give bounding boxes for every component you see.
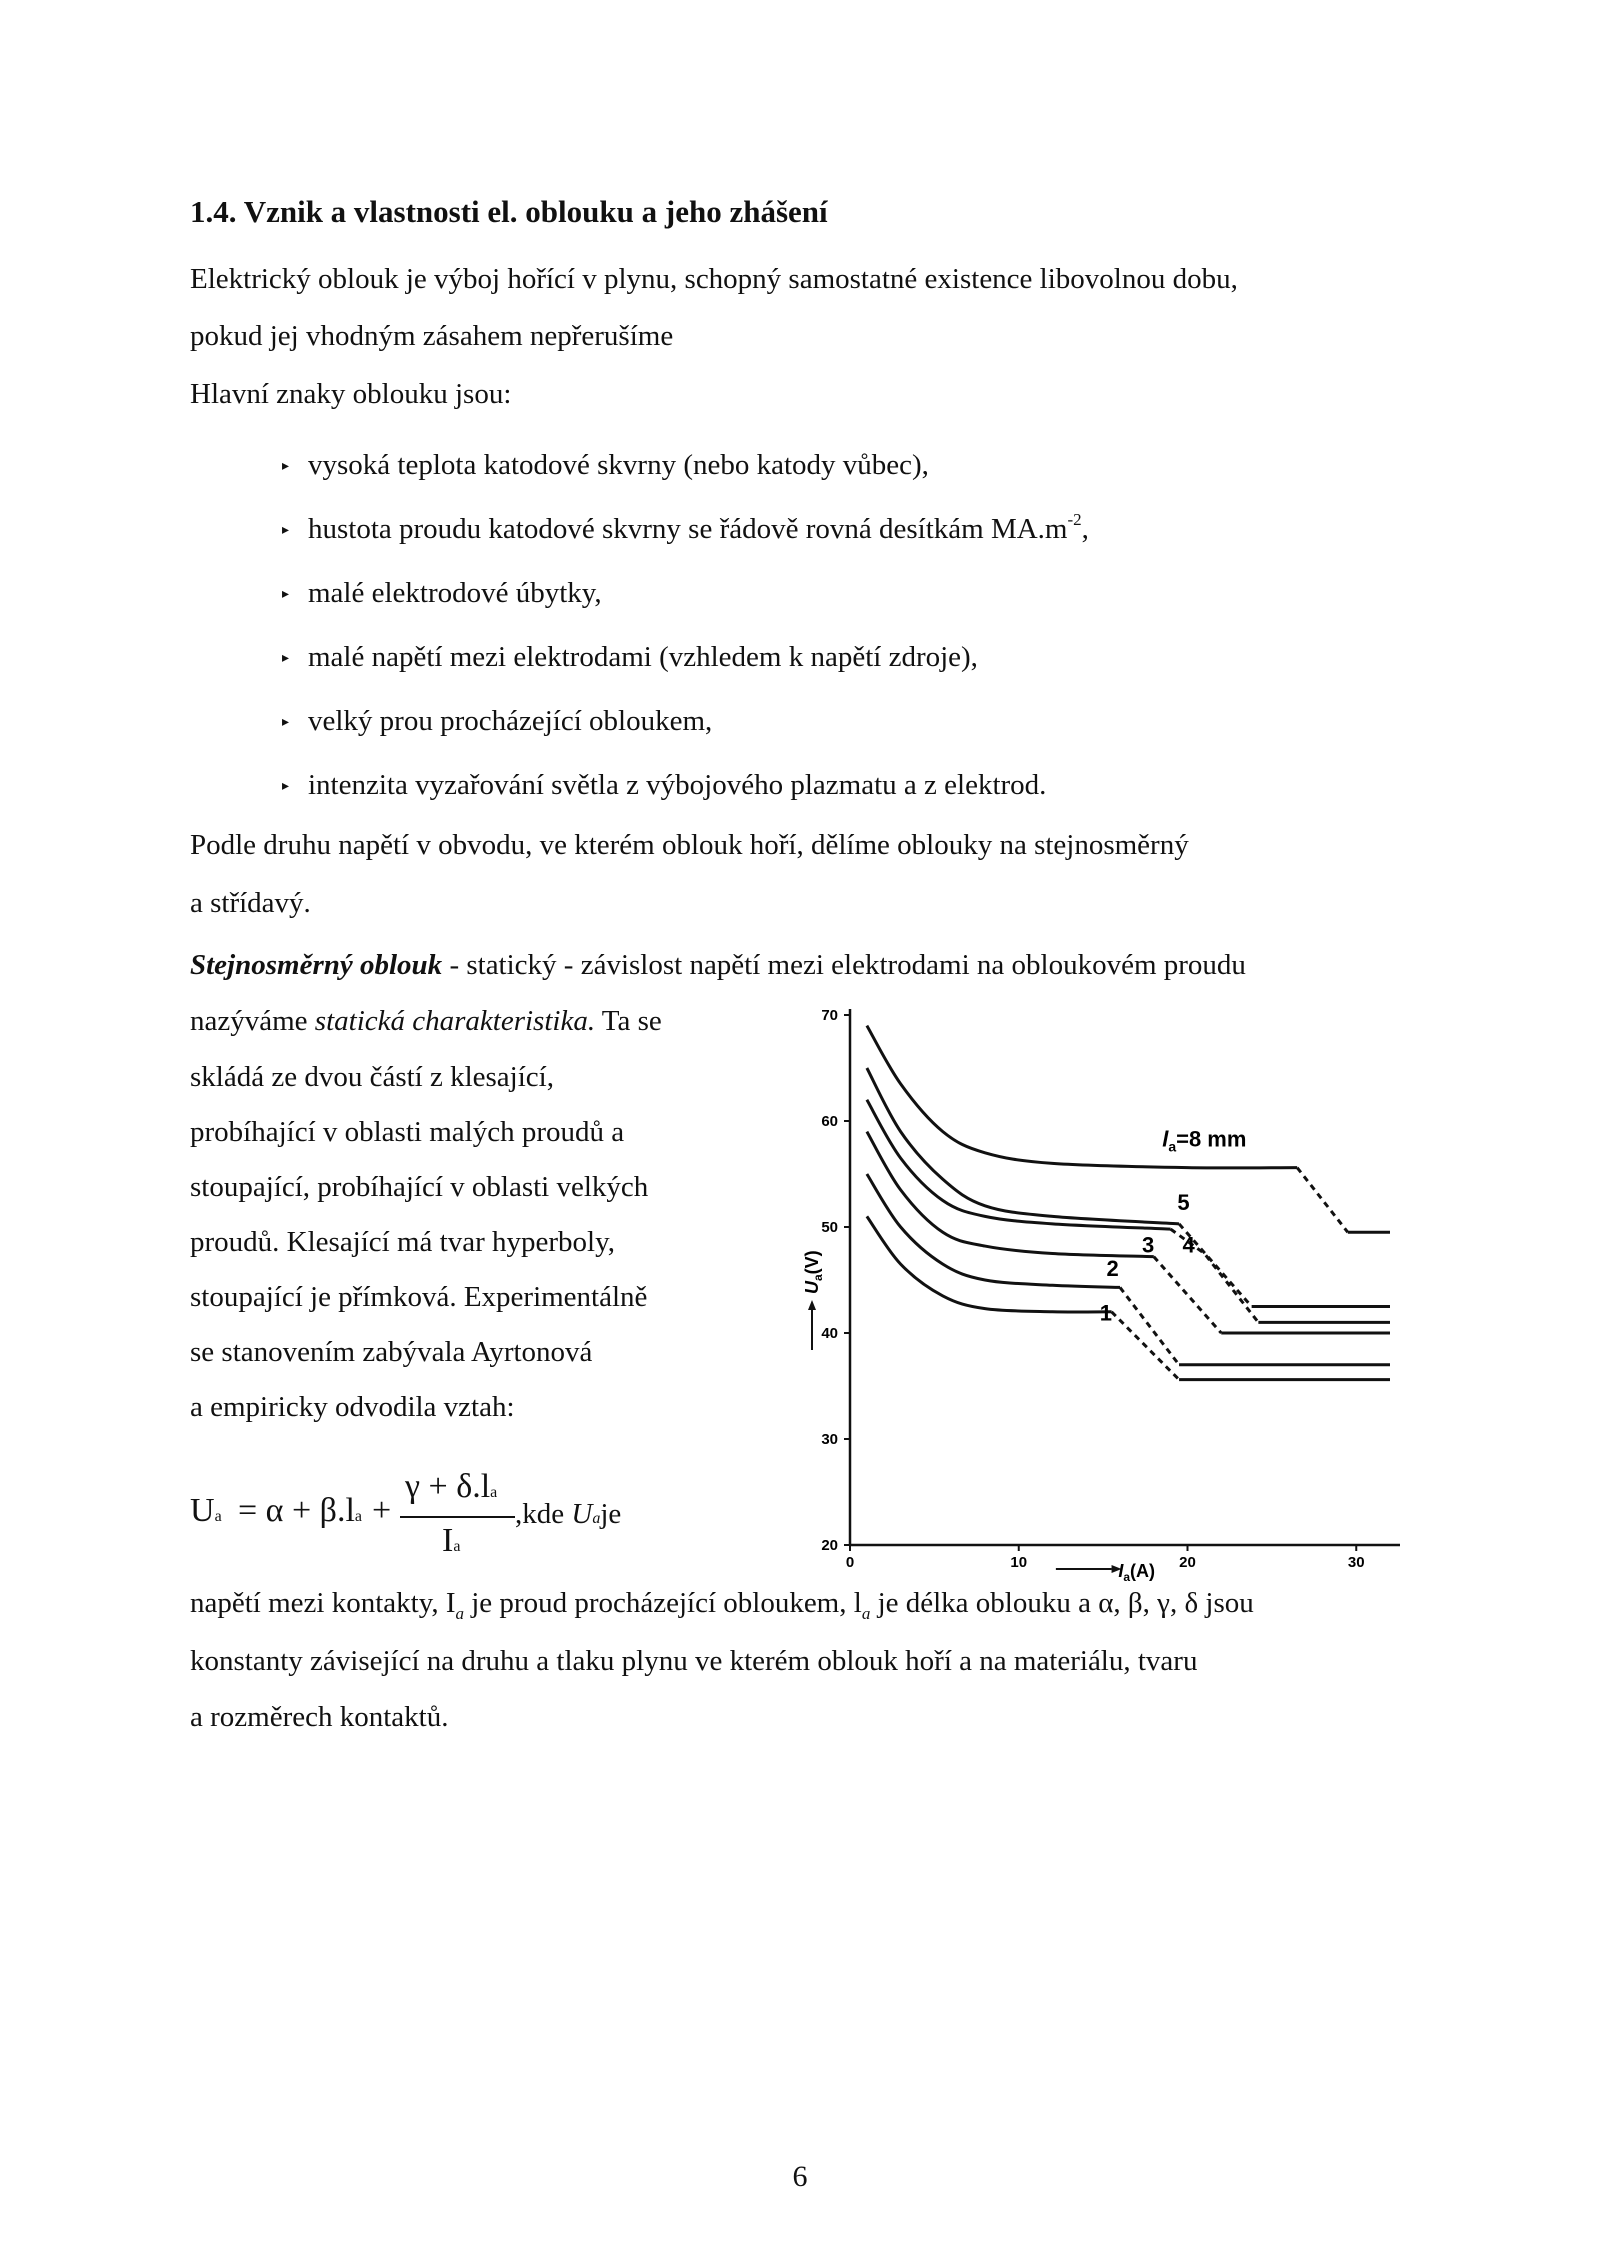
formula-numerator: γ + δ.la	[405, 1468, 498, 1505]
y-tick-label: 20	[821, 1537, 838, 1554]
dc-paragraph-line: skládá ze dvou částí z klesající,	[190, 1061, 554, 1093]
series-curve-2	[867, 1068, 1179, 1224]
bullet-item: ▸ hustota proudu katodové skvrny se řádově rovná desítkám $MA.m^{-2}$,	[282, 510, 1089, 550]
list-intro: Hlavní znaky oblouku jsou:	[190, 378, 512, 410]
after-formula-line-2: konstanty závisející na druhu a tlaku plynu ve kterém oblouk hoří a na materiálu, tvaru	[190, 1645, 1198, 1677]
bullet-item: ▸ intenzita vyzařování světla z výbojového plazmatu a z elektrod.	[282, 766, 1046, 806]
series-label-4: 3	[1141, 1232, 1155, 1258]
x-axis-label: $I_a(A)$	[1118, 1561, 1156, 1584]
after-formula-line-3: a rozměrech kontaktů.	[190, 1701, 449, 1733]
bullet-marker-icon: ▸	[282, 459, 290, 474]
static-characteristic-chart	[790, 1000, 1440, 1590]
bullet-marker-icon: ▸	[282, 587, 290, 602]
division-line-1: Podle druhu napětí v obvodu, ve kterém oblouk hoří, dělíme oblouky na stejnosměrný	[190, 829, 1189, 861]
series-label-3: 4	[1182, 1232, 1195, 1258]
series-label-6: 1	[1099, 1300, 1112, 1326]
division-line-2: a střídavý.	[190, 887, 311, 919]
y-tick-label: 50	[821, 1219, 838, 1236]
y-tick-label: 70	[821, 1007, 838, 1024]
x-tick-label: 30	[1347, 1554, 1365, 1571]
series-transition-5	[1120, 1287, 1179, 1364]
series-label-5: 2	[1106, 1255, 1119, 1281]
dc-paragraph-line-2: nazýváme statická charakteristika. Ta se	[190, 1005, 662, 1037]
intro-line-1: Elektrický oblouk je výboj hořící v plynu, schopný samostatné existence libovolnou dobu,	[190, 263, 1238, 295]
dc-paragraph-line: stoupající je přímková. Experimentálně	[190, 1281, 648, 1313]
bullet-marker-icon: ▸	[282, 715, 290, 730]
series-label-1: $l_a=8$ mm	[1162, 1126, 1247, 1155]
formula-denominator: Ia	[442, 1522, 461, 1559]
formula-linear-terms: = α + β.la	[238, 1492, 363, 1529]
formula-tail: ,kde Uaje	[515, 1498, 622, 1530]
bullet-marker-icon: ▸	[282, 651, 290, 666]
y-tick-label: 30	[821, 1431, 838, 1448]
dc-paragraph-line: probíhající v oblasti malých proudů a	[190, 1116, 625, 1148]
bullet-marker-icon: ▸	[282, 523, 290, 538]
dc-paragraph-line: a empiricky odvodila vztah:	[190, 1391, 515, 1423]
formula-lhs: Ua	[190, 1492, 222, 1529]
dc-paragraph-line: stoupající, probíhající v oblasti velkých	[190, 1171, 649, 1203]
static-characteristic-term: statická charakteristika.	[314, 1005, 596, 1037]
bullet-item: ▸ vysoká teplota katodové skvrny (nebo katody vůbec),	[282, 446, 929, 486]
chart-series	[867, 1026, 1390, 1380]
series-curve-3	[867, 1100, 1171, 1229]
dc-paragraph-line: se stanovením zabývala Ayrtonová	[190, 1336, 593, 1368]
after-formula-line-1: napětí mezi kontakty, $I_a$ je proud procházející obloukem, $l_a$ je délka oblouku a α, β, γ, δ jsou	[190, 1587, 1254, 1623]
x-tick-label: 10	[1010, 1554, 1028, 1571]
y-axis-label: $U_a(V)$	[802, 1250, 825, 1294]
formula-plus: +	[372, 1492, 392, 1529]
page-number: 6	[792, 2160, 808, 2193]
series-transition-6	[1112, 1312, 1180, 1380]
y-tick-label: 60	[821, 1113, 838, 1130]
bullet-item: ▸ malé napětí mezi elektrodami (vzhledem k napětí zdroje),	[282, 638, 978, 678]
section-heading: 1.4. Vznik a vlastnosti el. oblouku a jeho zhášení	[190, 194, 828, 229]
x-tick-label: 20	[1179, 1554, 1196, 1571]
dc-paragraph-line: proudů. Klesající má tvar hyperboly,	[190, 1226, 615, 1258]
x-tick-label: 0	[845, 1554, 855, 1571]
series-label-2: 5	[1177, 1190, 1190, 1216]
series-transition-1	[1297, 1168, 1348, 1233]
intro-line-2: pokud jej vhodným zásahem nepřerušíme	[190, 320, 674, 352]
series-transition-4	[1154, 1257, 1222, 1333]
chart-labels	[802, 1007, 1365, 1584]
bullet-marker-icon: ▸	[282, 779, 290, 794]
ayrton-formula	[190, 1468, 710, 1578]
bullet-item: ▸ velký prou procházející obloukem,	[282, 702, 712, 742]
bullet-item: ▸ malé elektrodové úbytky,	[282, 574, 602, 614]
y-tick-label: 40	[821, 1325, 838, 1342]
fraction-bar	[400, 1516, 515, 1518]
y-axis-arrowhead-icon	[808, 1300, 816, 1310]
dc-term: Stejnosměrný oblouk	[190, 949, 443, 981]
dc-paragraph-line-1: Stejnosměrný oblouk - statický - závislost napětí mezi elektrodami na obloukovém proudu	[190, 949, 1246, 981]
